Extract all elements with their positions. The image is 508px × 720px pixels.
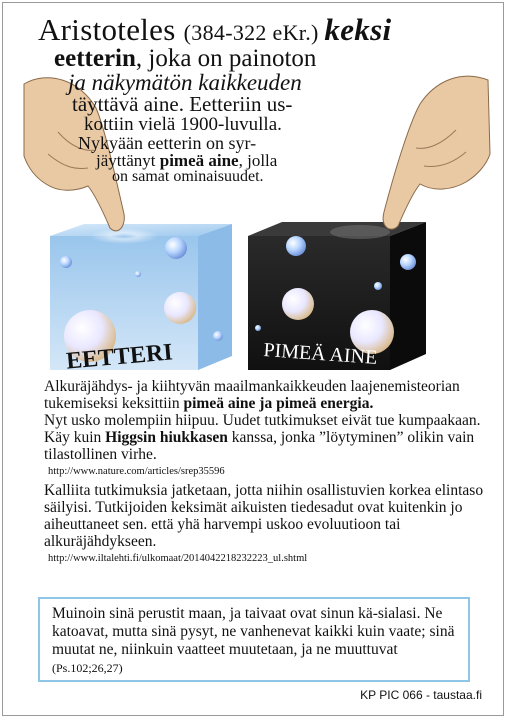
headline-years: (384-322 eKr.) [183,20,325,45]
paragraph-2-text-a: Nyt usko molempiin hiipuu. Uudet tutkimukset eivät tue kumpaakaan. Käy kuin [44,412,481,446]
source-link-1[interactable]: http://www.nature.com/articles/srep35596 [48,466,225,477]
headline-line-8: on samat ominaisuudet. [112,168,264,185]
headline-name: Aristoteles [38,12,184,47]
paragraph-2-bold: Higgsin hiukkasen [105,429,228,446]
headline-line-2-rest: , joka on painoton [135,45,317,72]
footer-credit: KP PIC 066 - taustaa.fi [360,688,482,702]
headline-dark-matter-word: pimeä aine [159,151,239,170]
paragraph-1-text: Alkuräjähdys- ja kiihtyvän maailmankaikkeuden laajenemisteorian tukemiseksi keksittiin [44,378,460,412]
headline [38,14,478,185]
paragraph-2-text-b: kanssa, jonka ”löytyminen” olikin vain tilastollinen virhe. [44,429,475,463]
headline-line-7-b: , jolla [238,151,278,170]
bible-quote-reference: (Ps.102;26,27) [52,661,123,675]
headline-line-7-a: jäyttänyt [96,151,160,170]
headline-line-4: täyttävä aine. Eetteriin us- [72,92,293,116]
source-link-2[interactable]: http://www.iltalehti.fi/ulkomaat/2014042218232223_ul.shtml [48,553,308,564]
headline-line-6: Nykyään eetterin on syr- [78,133,257,153]
headline-verb: keksi [324,12,392,47]
headline-line-7 [96,152,478,169]
ether-label: EETTERI [65,339,174,375]
paragraph-1-bold-2: ja pimeä energia. [259,395,374,412]
headline-line-2 [54,46,478,71]
headline-line-5: kottiin vielä 1900-luvulla. [84,114,282,135]
paragraph-1-bold-1: pimeä aine [183,395,256,412]
headline-ether-word: eetterin [54,45,136,72]
bible-quote-text: Muinoin sinä perustit maan, ja taivaat ovat sinun kä-sialasi. Ne katoavat, mutta sinä pysyt, ne vanhenevat kaikki kuin vaate; sinä muutat ne, niinkuin vaatteet muutetaan, ja ne muuttuvat [52,605,455,658]
bible-quote-box [38,597,470,682]
paragraph-3: Kalliita tutkimuksia jatketaan, jotta niihin osallistuvien korkea elintaso säilyisi. Tutkijoiden keksimät aikuisten tiedesadut ovat kuitenkin jo aiheuttaneet sen. että yhä harvempi uskoo evoluutioon tai alkuräjähdykseen. [44,482,484,550]
dark-matter-label: PIMEÄ AINE [262,339,378,369]
paragraph-2 [44,412,484,463]
paragraph-1 [44,378,484,412]
headline-line-1 [38,14,478,45]
body-text [44,378,484,569]
headline-line-3: ja näkymätön kaikkeuden [68,70,302,95]
